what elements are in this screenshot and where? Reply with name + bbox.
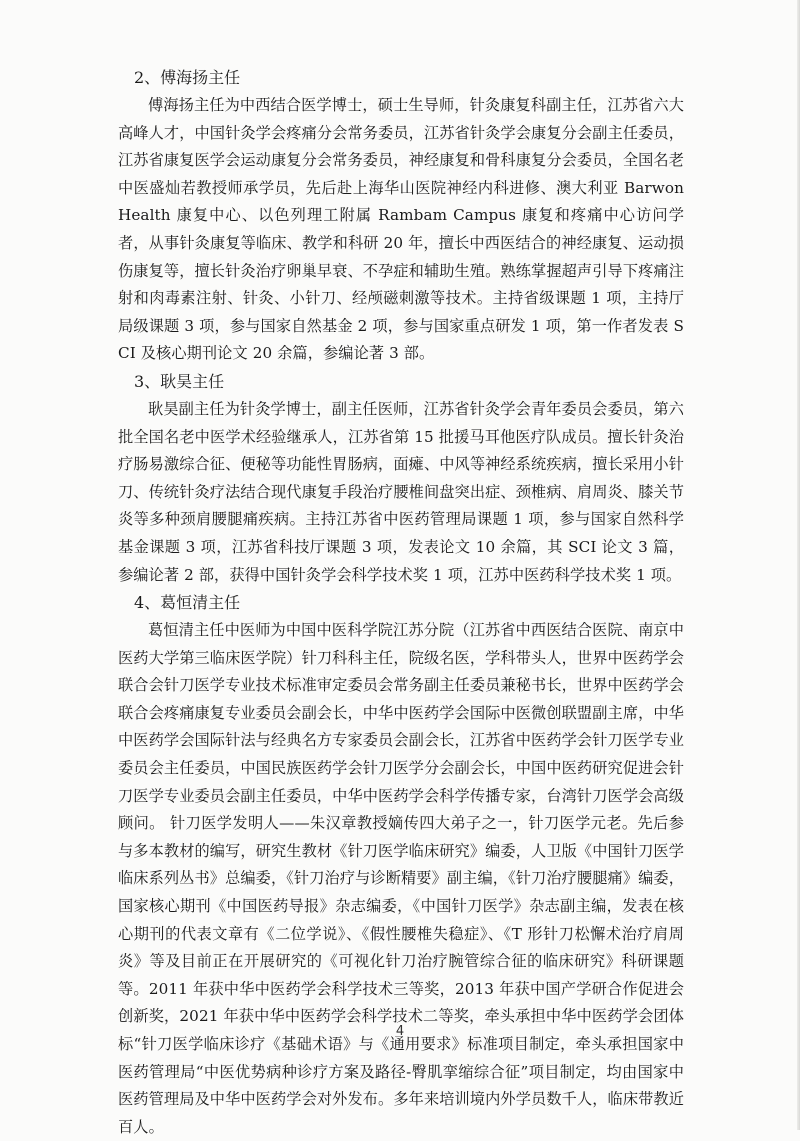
section-geng-hao [118, 368, 684, 589]
section-heading: 4、葛恒清主任 [134, 593, 241, 613]
section-fu-haiyang [118, 64, 684, 368]
section-body: 傅海扬主任为中西结合医学博士，硕士生导师，针灸康复科副主任，江苏省六大高峰人才，中国针灸学会疼痛分会常务委员，江苏省针灸学会康复分会副主任委员，江苏省康复医学会运动康复分会常务委员，神经康复和骨科康复分会委员，全国名老中医盛灿若教授师承学员，先后赴上海华山医院神经内科进修、澳大利亚 Barwon Health 康复中心、以色列理工附属 Rambam Campus 康复和疼痛中心访问学者，从事针灸康复等临床、教学和科研 20 年，擅长中西医结合的神经康复、运动损伤康复等，擅长针灸治疗卵巢早衰、不孕症和辅助生殖。熟练掌握超声引导下疼痛注射和肉毒素注射、针灸、小针刀、经颅磁刺激等技术。主持省级课题 1 项，主持厅局级课题 3 项，参与国家自然基金 2 项，参与国家重点研发 1 项，第一作者发表 SCI 及核心期刊论文 20 余篇，参编论著 3 部。 [118, 96, 684, 363]
page-number: 4 [395, 1024, 405, 1039]
section-body: 耿昊副主任为针灸学博士，副主任医师，江苏省针灸学会青年委员会委员，第六批全国名老中医学术经验继承人，江苏省第 15 批援马耳他医疗队成员。擅长针灸治疗肠易激综合征、便秘等功能性胃肠病，面瘫、中风等神经系统疾病，擅长采用小针刀、传统针灸疗法结合现代康复手段治疗腰椎间盘突出症、颈椎病、肩周炎、膝关节炎等多种颈肩腰腿痛疾病。主持江苏省中医药管理局课题 1 项，参与国家自然科学基金课题 3 项，江苏省科技厅课题 3 项，发表论文 10 余篇，其 SCI 论文 3 篇，参编论著 2 部，获得中国针灸学会科学技术奖 1 项，江苏中医药科学技术奖 1 项。 [118, 399, 684, 584]
section-body: 葛恒清主任中医师为中国中医科学院江苏分院（江苏省中西医结合医院、南京中医药大学第三临床医学院）针刀科科主任，院级名医，学科带头人，世界中医药学会联合会针刀医学专业技术标准审定委员会常务副主任委员兼秘书长，世界中医药学会联合会疼痛康复专业委员会副会长，中华中医药学会国际中医微创联盟副主席，中华中医药学会国际针法与经典名方专家委员会副会长，江苏省中医药学会针刀医学专业委员会主任委员，中国民族医药学会针刀医学分会副会长，中国中医药研究促进会针刀医学专业委员会副主任委员，中华中医药学会科学传播专家，台湾针刀医学会高级顾问。 针刀医学发明人——朱汉章教授嫡传四大弟子之一，针刀医学元老。先后参与多本教材的编写，研究生教材《针刀医学临床研究》编委，人卫版《中国针刀医学临床系列丛书》总编委，《针刀治疗与诊断精要》副主编，《针刀治疗腰腿痛》编委，国家核心期刊《中国医药导报》杂志编委，《中国针刀医学》杂志副主编，发表在核心期刊的代表文章有《二位学说》、《假性腰椎失稳症》、《T 形针刀松懈术治疗肩周炎》等及目前正在开展研究的《可视化针刀治疗腕管综合征的临床研究》科研课题等。2011 年获中华中医药学会科学技术三等奖，2013 年获中国产学研合作促进会创新奖，2021 年获中华中医药学会科学技术二等奖，牵头承担中华中医药学会团体标“针刀医学临床诊疗《基础术语》与《通用要求》标准项目制定，牵头承担国家中医药管理局“中医优势病种诊疗方案及路径-臀肌挛缩综合征”项目制定，均由国家中医药管理局及中华中医药学会对外发布。多年来培训境内外学员数千人，临床带教近百人。 [118, 621, 684, 1136]
section-heading: 3、耿昊主任 [134, 371, 225, 391]
section-ge-hengqing [118, 589, 684, 1141]
page-content [118, 64, 684, 1141]
section-heading: 2、傅海扬主任 [134, 68, 241, 87]
